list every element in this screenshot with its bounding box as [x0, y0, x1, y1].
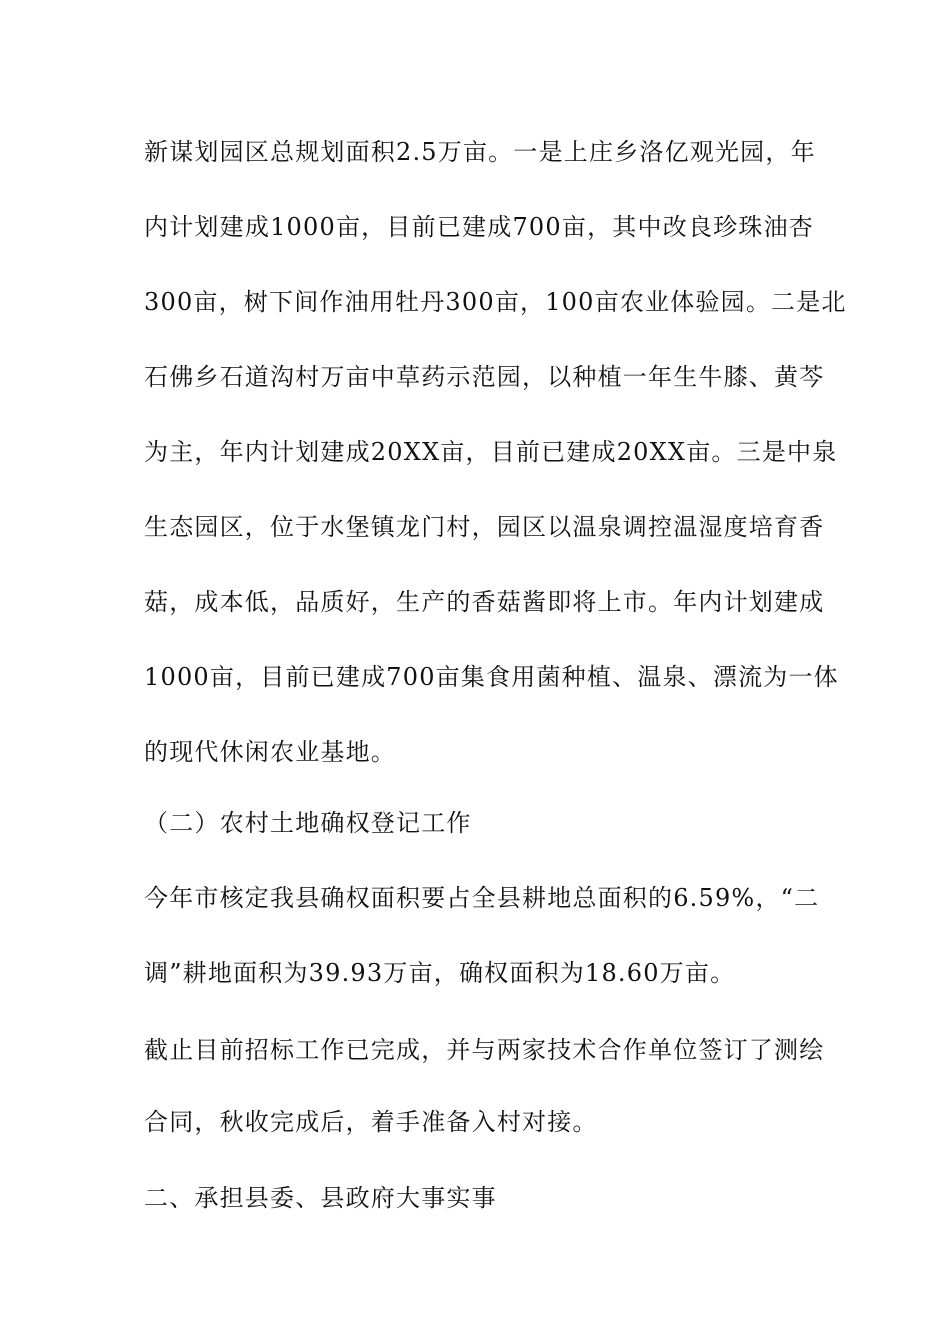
- section-heading: （二）农村土地确权登记工作: [144, 809, 472, 837]
- paragraph-line: 生态园区，位于水堡镇龙门村，园区以温泉调控温湿度培育香: [144, 513, 825, 541]
- paragraph-line: 1000亩，目前已建成700亩集食用菌种植、温泉、漂流为一体: [144, 663, 839, 691]
- paragraph-line: 合同，秋收完成后，着手准备入村对接。: [144, 1108, 598, 1136]
- paragraph-line: 今年市核定我县确权面积要占全县耕地总面积的6.59%，“二: [144, 884, 820, 912]
- paragraph-line: 内计划建成1000亩，目前已建成700亩，其中改良珍珠油杏: [144, 213, 814, 241]
- paragraph-line: 新谋划园区总规划面积2.5万亩。一是上庄乡洛亿观光园，年: [144, 138, 816, 166]
- paragraph-line: 调”耕地面积为39.93万亩，确权面积为18.60万亩。: [144, 959, 736, 987]
- paragraph-line: 为主，年内计划建成20XX亩，目前已建成20XX亩。三是中泉: [144, 438, 838, 466]
- paragraph-line: 截止目前招标工作已完成，并与两家技术合作单位签订了测绘: [144, 1036, 825, 1064]
- paragraph-line: 300亩，树下间作油用牡丹300亩，100亩农业体验园。二是北: [144, 288, 847, 316]
- paragraph-line: 菇，成本低，品质好，生产的香菇酱即将上市。年内计划建成: [144, 588, 825, 616]
- paragraph-line: 的现代休闲农业基地。: [144, 738, 396, 766]
- paragraph-line: 石佛乡石道沟村万亩中草药示范园，以种植一年生牛膝、黄芩: [144, 363, 825, 391]
- section-heading: 二、承担县委、县政府大事实事: [144, 1184, 497, 1212]
